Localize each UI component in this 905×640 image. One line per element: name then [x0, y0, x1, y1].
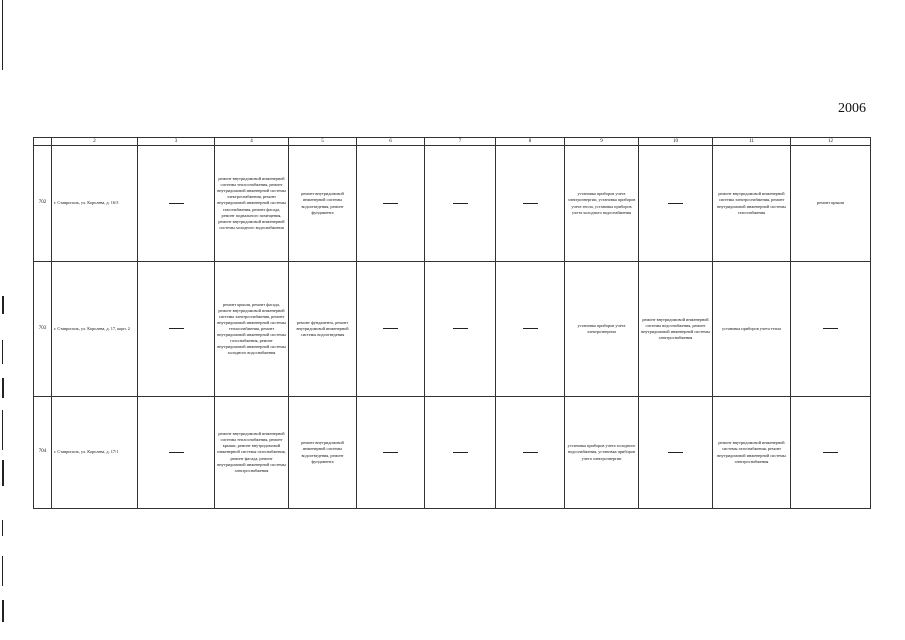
dash-mark	[383, 328, 398, 329]
dash-mark	[523, 452, 538, 453]
empty-cell	[496, 262, 565, 397]
work-cell: ремонт внутридомовой инженерной системы газоснабжения, ремонт внутридомовой инженерной системы электроснабжения	[713, 397, 791, 509]
scan-mark	[2, 600, 4, 622]
empty-cell	[357, 262, 425, 397]
work-cell: установка приборов учета тепла	[713, 262, 791, 397]
address-cell: г. Ставрополь, ул. Королева, д. 16/3	[52, 146, 138, 262]
empty-cell	[138, 262, 215, 397]
header-cell: 11	[713, 138, 791, 146]
empty-cell	[496, 146, 565, 262]
work-cell: ремонт внутридомовой инженерной системы теплоснабжения, ремонт внутридомовой инженерной системы электроснабжения, ремонт внутридомовой инженерной системы газоснабжения, ремонт фасада, ремонт подвального помещения, ремонт внутридомовой инженерной системы холодного водоснабжения	[215, 146, 289, 262]
dash-mark	[523, 328, 538, 329]
work-cell: установка приборов учета холодного водоснабжения, установка приборов учета электроэнергии	[565, 397, 639, 509]
empty-cell	[639, 146, 713, 262]
address-cell: г. Ставрополь, ул. Королева, д. 17/1	[52, 397, 138, 509]
dash-mark	[453, 452, 468, 453]
empty-cell	[425, 146, 496, 262]
scan-mark	[2, 410, 3, 450]
dash-mark	[823, 452, 838, 453]
header-cell: 4	[215, 138, 289, 146]
work-cell: установка приборов учета электроэнергии	[565, 262, 639, 397]
work-cell: ремонт крыши, ремонт фасада, ремонт внутридомовой инженерной системы электроснабжения, ремонт внутридомовой инженерной системы теплоснабжения, ремонт внутридомовой инженерной системы газоснабжения, ремонт внутридомовой инженерной системы холодного водоснабжения	[215, 262, 289, 397]
dash-mark	[383, 452, 398, 453]
work-cell: ремонт внутридомовой инженерной системы электроснабжения, ремонт внутридомовой инженерной системы газоснабжения	[713, 146, 791, 262]
scan-mark	[2, 296, 4, 314]
table-row	[34, 397, 871, 509]
repair-plan-table	[33, 137, 871, 509]
work-cell: ремонт фундамента, ремонт внутридомовой инженерной системы водоотведения	[289, 262, 357, 397]
dash-mark	[823, 328, 838, 329]
table-row	[34, 262, 871, 397]
header-cell: 5	[289, 138, 357, 146]
row-number: 704	[34, 397, 52, 509]
scan-mark	[2, 340, 3, 364]
empty-cell	[357, 397, 425, 509]
work-cell: ремонт внутридомовой инженерной системы водоотведения, ремонт фундамента	[289, 397, 357, 509]
work-cell: установка приборов учета электроэнергии, установка приборов учета тепла, установка приборов учета холодного водоснабжения	[565, 146, 639, 262]
work-cell: ремонт внутридомовой инженерной системы водоотведения, ремонт фундамента	[289, 146, 357, 262]
scan-mark	[2, 460, 4, 486]
scan-mark	[2, 520, 3, 536]
empty-cell	[639, 397, 713, 509]
dash-mark	[383, 203, 398, 204]
empty-cell	[357, 146, 425, 262]
dash-mark	[668, 452, 683, 453]
row-number: 702	[34, 146, 52, 262]
dash-mark	[453, 203, 468, 204]
header-cell: 9	[565, 138, 639, 146]
header-cell: 8	[496, 138, 565, 146]
dash-mark	[169, 203, 184, 204]
header-cell: 6	[357, 138, 425, 146]
empty-cell	[138, 397, 215, 509]
empty-cell	[791, 262, 871, 397]
empty-cell	[791, 397, 871, 509]
address-cell: г. Ставрополь, ул. Королева, д. 17, корп. 2	[52, 262, 138, 397]
scan-mark	[2, 0, 3, 70]
scan-mark	[2, 378, 4, 398]
dash-mark	[169, 452, 184, 453]
table-row	[34, 146, 871, 262]
empty-cell	[138, 146, 215, 262]
work-cell: ремонт крыши	[791, 146, 871, 262]
dash-mark	[668, 203, 683, 204]
dash-mark	[453, 328, 468, 329]
column-number-header	[34, 138, 871, 146]
row-number: 703	[34, 262, 52, 397]
scan-mark	[2, 556, 3, 586]
header-cell: 7	[425, 138, 496, 146]
work-cell: ремонт внутридомовой инженерной системы теплоснабжения, ремонт крыши, ремонт внутридомовой инженерной системы газоснабжения, ремонт фасада, ремонт внутридомовой инженерной системы электроснабжения	[215, 397, 289, 509]
header-cell: 3	[138, 138, 215, 146]
empty-cell	[496, 397, 565, 509]
header-cell: 10	[639, 138, 713, 146]
header-cell: 2	[52, 138, 138, 146]
empty-cell	[425, 262, 496, 397]
dash-mark	[523, 203, 538, 204]
header-cell: 12	[791, 138, 871, 146]
work-cell: ремонт внутридомовой инженерной системы водоснабжения, ремонт внутридомовой инженерной системы электроснабжения	[639, 262, 713, 397]
header-cell	[34, 138, 52, 146]
dash-mark	[169, 328, 184, 329]
empty-cell	[425, 397, 496, 509]
page-number: 2006	[838, 101, 866, 116]
